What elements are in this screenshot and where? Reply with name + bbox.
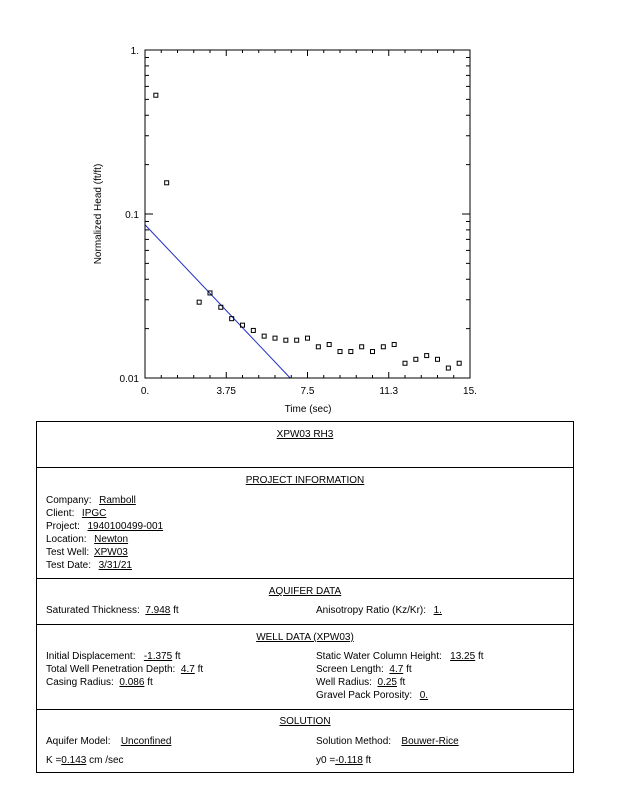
y-tick-label: 0.01 (119, 374, 139, 385)
divider (36, 624, 574, 625)
x-axis-title: Time (sec) (284, 404, 332, 415)
y0-row: y0 =-0.118 ft (316, 755, 372, 766)
test-well-row: Test Well: XPW03 (46, 547, 132, 559)
company-row: Company: Ramboll (46, 495, 140, 507)
casing-value: 0.086 (119, 677, 145, 688)
divider (36, 578, 574, 579)
data-point (381, 345, 385, 349)
test-date-row: Test Date: 3/31/21 (46, 560, 136, 572)
data-point (273, 336, 277, 340)
x-tick-label: 15. (463, 386, 477, 397)
divider (36, 467, 574, 468)
k-value: 0.143 (61, 755, 87, 766)
init-disp-value: -1.375 (143, 651, 173, 662)
data-point (392, 343, 396, 347)
solution-method-row: Solution Method: Bouwer-Rice (316, 736, 463, 748)
data-point (306, 336, 310, 340)
report-title: XPW03 RH3 (276, 429, 334, 440)
data-point (327, 343, 331, 347)
thickness-row: Saturated Thickness: 7.948 ft (46, 605, 179, 616)
radius-value: 0.25 (377, 677, 397, 688)
data-point (349, 350, 353, 354)
data-point (165, 181, 169, 185)
plot-frame (145, 50, 470, 378)
anisotropy-value: 1. (433, 605, 442, 616)
aquifer-model-value: Unconfined (120, 736, 172, 747)
solution-heading: SOLUTION (279, 716, 331, 727)
aquifer-model-row: Aquifer Model: Unconfined (46, 736, 175, 748)
aquifer-heading: AQUIFER DATA (268, 586, 342, 597)
divider (36, 709, 574, 710)
fit-line-group (145, 225, 290, 378)
screen-value: 4.7 (389, 664, 404, 675)
client-row: Client: IPGC (46, 508, 110, 520)
data-point (371, 350, 375, 354)
test-date-value: 3/31/21 (98, 560, 132, 571)
data-point (154, 93, 158, 97)
data-points (154, 93, 461, 370)
gravel-row: Gravel Pack Porosity: 0. (316, 690, 432, 702)
init-disp-row: Initial Displacement: -1.375 ft (46, 651, 181, 662)
test-well-value: XPW03 (93, 547, 128, 558)
data-point (436, 357, 440, 361)
data-point (446, 366, 450, 370)
gravel-value: 0. (419, 690, 429, 701)
thickness-value: 7.948 (145, 605, 171, 616)
fit-line (145, 225, 290, 378)
data-point (338, 350, 342, 354)
y-axis-title: Normalized Head (ft/ft) (93, 163, 104, 265)
penetration-row: Total Well Penetration Depth: 4.7 ft (46, 664, 204, 675)
data-point (425, 354, 429, 358)
x-tick-label: 0. (140, 386, 150, 397)
x-tick-labels (141, 386, 477, 397)
solution-method-value: Bouwer-Rice (401, 736, 459, 747)
data-point (316, 345, 320, 349)
screen-row: Screen Length: 4.7 ft (316, 664, 412, 675)
project-value: 1940100499-001 (87, 521, 164, 532)
project-heading: PROJECT INFORMATION (245, 475, 365, 486)
data-point (360, 345, 364, 349)
radius-row: Well Radius: 0.25 ft (316, 677, 406, 688)
data-point (284, 338, 288, 342)
data-point (197, 300, 201, 304)
data-point (457, 361, 461, 365)
well-heading: WELL DATA (XPW03) (256, 632, 354, 643)
data-point (403, 361, 407, 365)
data-point (295, 338, 299, 342)
data-point (251, 328, 255, 332)
static-value: 13.25 (450, 651, 476, 662)
x-tick-label: 7.5 (300, 386, 315, 397)
axis-ticks (145, 50, 470, 378)
x-tick-label: 3.75 (216, 386, 236, 397)
location-row: Location: Newton (46, 534, 132, 546)
k-row: K =0.143 cm /sec (46, 755, 124, 766)
anisotropy-row: Anisotropy Ratio (Kz/Kr): 1. (316, 605, 446, 617)
x-tick-label: 11.3 (379, 386, 399, 397)
data-point (262, 334, 266, 338)
y0-value: -0.118 (335, 755, 363, 766)
project-row: Project: 1940100499-001 (46, 521, 167, 533)
y-tick-label: 1. (130, 46, 139, 57)
client-value: IPGC (81, 508, 107, 519)
casing-row: Casing Radius: 0.086 ft (46, 677, 153, 688)
y-tick-label: 0.1 (125, 210, 139, 221)
data-point (414, 357, 418, 361)
y-tick-labels (120, 46, 140, 385)
location-value: Newton (94, 534, 129, 545)
penetration-value: 4.7 (180, 664, 195, 675)
company-value: Ramboll (99, 495, 136, 506)
static-row: Static Water Column Height: 13.25 ft (316, 651, 484, 662)
